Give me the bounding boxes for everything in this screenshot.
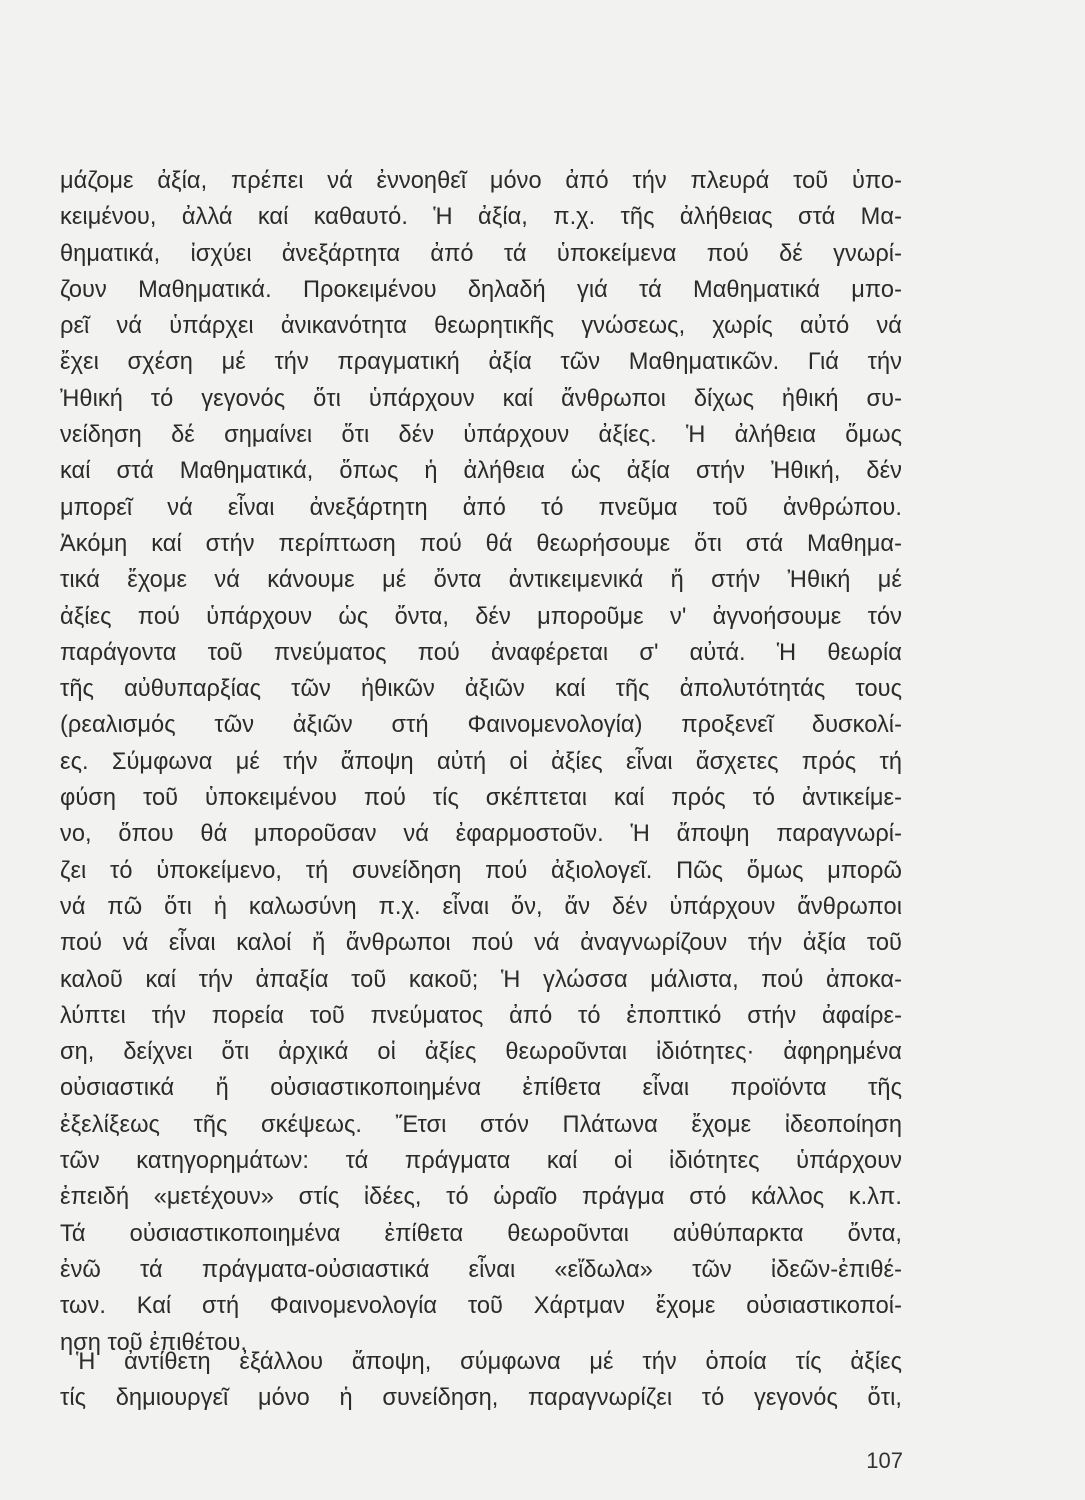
text-line: καί στά Μαθηματικά, ὅπως ἡ ἀλήθεια ὡς ἀξία στήν Ἠθική, δέν [60,458,902,485]
text-line: (ρεαλισμός τῶν ἀξιῶν στή Φαινομενολογία) προξενεῖ δυσκολί- [60,712,902,739]
text-line: ἔχει σχέση μέ τήν πραγματική ἀξία τῶν Μαθηματικῶν. Γιά τήν [60,349,902,376]
paragraph-2 [60,1344,902,1417]
text-line: ρεῖ νά ὑπάρχει ἀνικανότητα θεωρητικῆς γνώσεως, χωρίς αὐτό νά [60,313,902,340]
text-line: ηση τοῦ ἐπιθέτου. [60,1329,248,1356]
text-line: ες. Σύμφωνα μέ τήν ἄποψη αὐτή οἱ ἀξίες εἶναι ἄσχετες πρός τή [60,748,902,775]
text-line: τῆς αὐθυπαρξίας τῶν ἠθικῶν ἀξιῶν καί τῆς ἀπολυτότητάς τους [60,676,902,703]
text-line: μάζομε ἀξία, πρέπει νά ἐννοηθεῖ μόνο ἀπό τήν πλευρά τοῦ ὑπο- [60,168,902,194]
text-line: ἐπειδή «μετέχουν» στίς ἰδέες, τό ὡραῖο πράγμα στό κάλλος κ.λπ. [60,1184,902,1211]
text-line: καλοῦ καί τήν ἀπαξία τοῦ κακοῦ; Ἡ γλώσσα μάλιστα, πού ἀποκα- [60,966,902,993]
text-line: Ἀκόμη καί στήν περίπτωση πού θά θεωρήσουμε ὅτι στά Μαθημα- [60,530,902,557]
text-line: ἐνῶ τά πράγματα-οὐσιαστικά εἶναι «εἴδωλα» τῶν ἰδεῶν-ἐπιθέ- [60,1256,902,1283]
text-line: ζει τό ὑποκείμενο, τή συνείδηση πού ἀξιολογεῖ. Πῶς ὅμως μπορῶ [60,857,902,884]
text-line: Ἠθική τό γεγονός ὅτι ὑπάρχουν καί ἄνθρωποι δίχως ἠθική συ- [60,385,902,412]
text-line: φύση τοῦ ὑποκειμένου πού τίς σκέπτεται καί πρός τό ἀντικείμε- [60,785,902,812]
text-line: νο, ὅπου θά μποροῦσαν νά ἐφαρμοστοῦν. Ἡ ἄποψη παραγνωρί- [60,821,902,848]
text-line: πού νά εἶναι καλοί ἤ ἄνθρωποι πού νά ἀναγνωρίζουν τήν ἀξία τοῦ [60,930,902,957]
text-line: ση, δείχνει ὅτι ἀρχικά οἱ ἀξίες θεωροῦνται ἰδιότητες· ἀφηρημένα [60,1039,902,1066]
text-line: Ἡ ἀντίθετη ἐξάλλου ἄποψη, σύμφωνα μέ τήν ὁποία τίς ἀξίες [76,1349,902,1375]
page-number: 107 [866,1448,903,1473]
text-line: τικά ἔχομε νά κάνουμε μέ ὄντα ἀντικειμενικά ἤ στήν Ἠθική μέ [60,567,902,594]
text-line: τῶν κατηγορημάτων: τά πράγματα καί οἱ ἰδιότητες ὑπάρχουν [60,1148,902,1175]
text-line: κειμένου, ἀλλά καί καθαυτό. Ἡ ἀξία, π.χ. τῆς ἀλήθειας στά Μα- [60,204,902,231]
text-line: νά πῶ ὅτι ἡ καλωσύνη π.χ. εἶναι ὄν, ἄν δέν ὑπάρχουν ἄνθρωποι [60,893,902,920]
text-line: Τά οὐσιαστικοποιημένα ἐπίθετα θεωροῦνται αὐθύπαρκτα ὄντα, [60,1220,902,1247]
text-line: οὐσιαστικά ἤ οὐσιαστικοποιημένα ἐπίθετα εἶναι προϊόντα τῆς [60,1075,902,1102]
text-line: λύπτει τήν πορεία τοῦ πνεύματος ἀπό τό ἐποπτικό στήν ἀφαίρε- [60,1002,902,1029]
text-line: ἐξελίξεως τῆς σκέψεως. Ἔτσι στόν Πλάτωνα ἔχομε ἰδεοποίηση [60,1111,902,1138]
text-line: θηματικά, ἰσχύει ἀνεξάρτητα ἀπό τά ὑποκείμενα πού δέ γνωρί- [60,240,902,267]
text-line: ἀξίες πού ὑπάρχουν ὡς ὄντα, δέν μποροῦμε ν' ἀγνοήσουμε τόν [60,603,902,630]
text-line: παράγοντα τοῦ πνεύματος πού ἀναφέρεται σ' αὐτά. Ἡ θεωρία [60,639,902,666]
text-line: μπορεῖ νά εἶναι ἀνεξάρτητη ἀπό τό πνεῦμα τοῦ ἀνθρώπου. [60,494,902,521]
text-line: τίς δημιουργεῖ μόνο ἡ συνείδηση, παραγνωρίζει τό γεγονός ὅτι, [60,1385,902,1412]
text-line: των. Καί στή Φαινομενολογία τοῦ Χάρτμαν ἔχομε οὐσιαστικοποί- [60,1293,902,1320]
text-line: ζουν Μαθηματικά. Προκειμένου δηλαδή γιά τά Μαθηματικά μπο- [60,276,902,303]
paragraph-1 [60,163,902,1361]
text-line: νείδηση δέ σημαίνει ὅτι δέν ὑπάρχουν ἀξίες. Ἡ ἀλήθεια ὅμως [60,422,902,449]
